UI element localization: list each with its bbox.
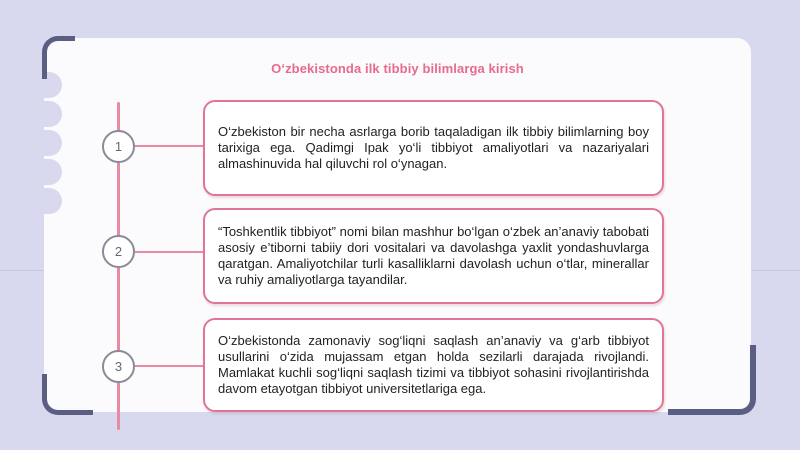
step-marker-2: 2: [102, 235, 135, 268]
text-box-body: O‘zbekistonda zamonaviy sog‘liqni saqlash an’anaviy va g‘arb tibbiyot usullarini o‘zida mujassam etgan holda sezilarli darajada rivojlandi. Mamlakat kuchli sog‘liqni saqlash tizimi va tibbiyot sohasini rivojlantirishda davom etayotgan tibbiyot universitetlariga ega.: [218, 333, 649, 396]
notebook-hole: [24, 101, 62, 127]
notebook-hole: [24, 188, 62, 214]
text-box-2: [203, 208, 664, 304]
text-box-body: “Toshkentlik tibbiyot” nomi bilan mashhur bo‘lgan o‘zbek an’anaviy tabobati asosiy e’tiborni tabiiy dori vositalari va davolashga yaxlit yondashuvlarga qaratgan. Amaliyotchilar turli kasalliklarni davolash uchun o‘tlar, minerallar va ruhiy amaliyotlarga tayandilar.: [218, 224, 649, 287]
notebook-hole: [24, 159, 62, 185]
text-box-1: [203, 100, 664, 196]
notebook-hole: [24, 130, 62, 156]
step-marker-3: 3: [102, 350, 135, 383]
corner-bracket-bottom-right: [668, 345, 756, 415]
slide-title: O‘zbekistonda ilk tibbiy bilimlarga kirish: [271, 61, 524, 76]
step-marker-1: 1: [102, 130, 135, 163]
text-box-3: [203, 318, 664, 412]
text-box-body: O‘zbekiston bir necha asrlarga borib taqaladigan ilk tibbiy bilimlarning boy tarixiga ega. Qadimgi Ipak yo‘li tibbiyot amaliyotlari va nazariyalari almashinuvida hal qiluvchi rol o‘ynagan.: [218, 124, 649, 171]
corner-bracket-bottom-left: [42, 374, 93, 415]
